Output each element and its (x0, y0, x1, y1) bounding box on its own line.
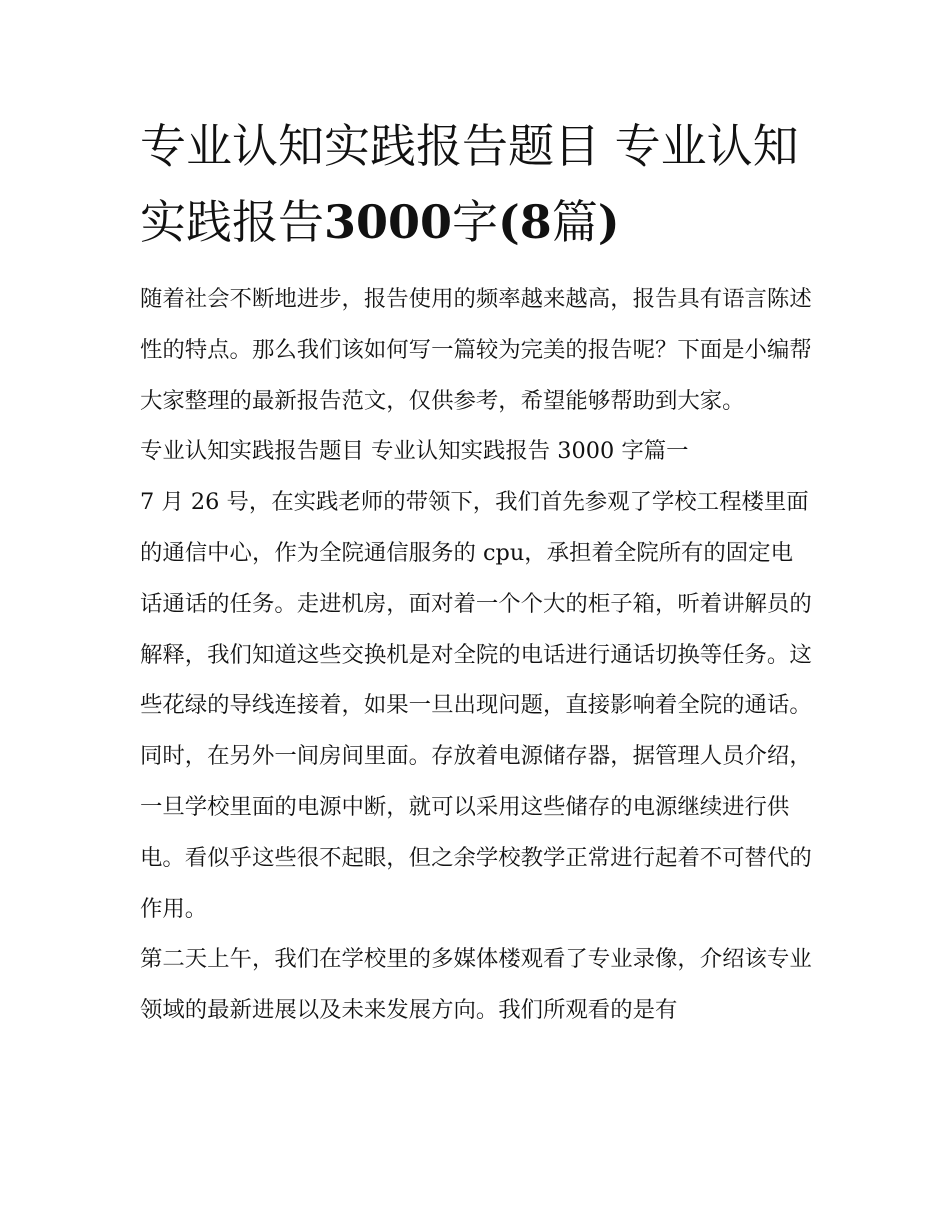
document-content (140, 108, 812, 1036)
section-heading: 专业认知实践报告题目 专业认知实践报告 3000 字篇一 (140, 438, 689, 465)
title-part-6: ) (597, 195, 620, 249)
title-part-2: 3000 (324, 195, 453, 249)
title-part-1: 专业认知实践报告题目 专业认知实践报告 (140, 119, 799, 249)
title-part-3: 字 (452, 195, 499, 249)
body-paragraph-2: 第二天上午，我们在学校里的多媒体楼观看了专业录像，介绍该专业领域的最新进展以及未来发展方向。我们所观看的是有 (140, 946, 812, 1024)
title-part-4: (8 (498, 195, 552, 249)
document-title (140, 108, 812, 260)
intro-paragraph: 随着社会不断地进步，报告使用的频率越来越高，报告具有语言陈述性的特点。那么我们该如何写一篇较为完美的报告呢？下面是小编帮大家整理的最新报告范文，仅供参考，希望能够帮助到大家。 (140, 286, 812, 414)
title-part-5: 篇 (551, 195, 598, 249)
body-paragraph-1: 7 月 26 号，在实践老师的带领下，我们首先参观了学校工程楼里面的通信中心，作为全院通信服务的 cpu，承担着全院所有的固定电话通话的任务。走进机房，面对着一个个大的柜子箱，听着讲解员的解释，我们知道这些交换机是对全院的电话进行通话切换等任务。这些花绿的导线连接着，如果一旦出现问题，直接影响着全院的通话。同时，在另外一间房间里面。存放着电源储存器，据管理人员介绍，一旦学校里面的电源中断，就可以采用这些储存的电源继续进行供电。看似乎这些很不起眼，但之余学校教学正常进行起着不可替代的作用。 (140, 489, 812, 922)
